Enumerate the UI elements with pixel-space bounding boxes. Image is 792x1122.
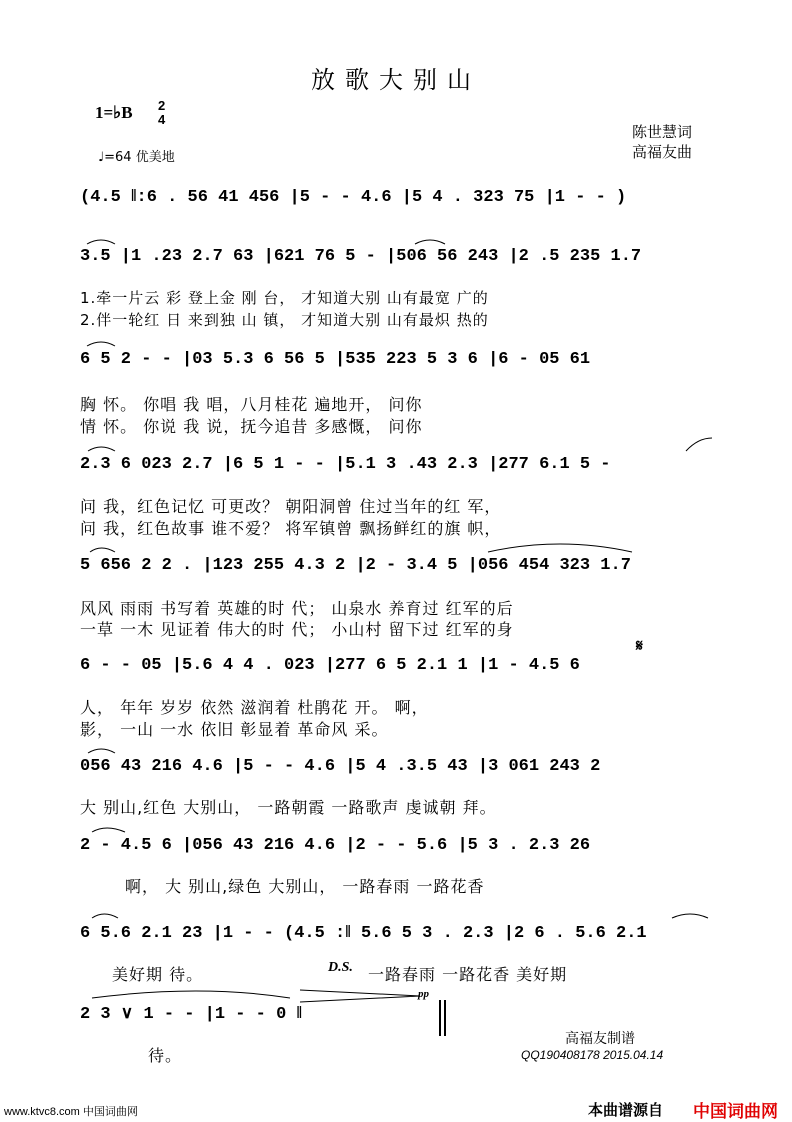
slur-5 bbox=[686, 438, 712, 451]
tempo-marking: ♩=64 优美地 bbox=[98, 150, 175, 165]
transcriber-credit: 高福友制谱 bbox=[565, 1031, 635, 1047]
staff-line-7: 056 43 216 4.6 |5 - - 4.6 |5 4 .3.5 43 |3 061 243 2 bbox=[80, 757, 601, 776]
slur-12 bbox=[92, 991, 290, 998]
staff-line-6: 6 - - 05 |5.6 4 4 . 023 |277 6 5 2.1 1 |1 - 4.5 6 bbox=[80, 656, 580, 675]
staff-line-1: (4.5 ‖:6 . 56 41 456 |5 - - 4.6 |5 4 . 323 75 |1 - - ) bbox=[80, 188, 627, 207]
slur-9 bbox=[92, 828, 125, 832]
staff-line-9: 6 5.6 2.1 23 |1 - - (4.5 :‖ 5.6 5 3 . 2.3 |2 6 . 5.6 2.1 bbox=[80, 924, 647, 943]
staff-line-5: 5 656 2 2 . |123 255 4.3 2 |2 - 3.4 5 |056 454 323 1.7 bbox=[80, 556, 631, 575]
pp-dynamic: pp bbox=[418, 988, 429, 1000]
lyric-verse2-line4: 一草 一木 见证着 伟大的时 代； 小山村 留下过 红军的身 bbox=[80, 620, 514, 639]
lyric-verse1-line3: 问 我，红色记忆 可更改？ 朝阳洞曾 住过当年的红 军， bbox=[80, 497, 502, 516]
lyric-verse1-line1: 1.牵一片云 彩 登上金 刚 台， 才知道大别 山有最宽 广的 bbox=[80, 289, 489, 307]
staff-line-4: 2.3 6 023 2.7 |6 5 1 - - |5.1 3 .43 2.3 |277 6.1 5 - bbox=[80, 455, 611, 474]
lyric-chorus-line2: 啊， 大 别山,绿色 大别山， 一路春雨 一路花香 bbox=[125, 877, 485, 896]
lyric-verse2-line3: 问 我，红色故事 谁不爱？ 将军镇曾 飘扬鲜红的旗 帜， bbox=[80, 519, 502, 538]
staff-line-8: 2 - 4.5 6 |056 43 216 4.6 |2 - - 5.6 |5 3 . 2.3 26 bbox=[80, 836, 591, 855]
staff-line-3: 6 5 2 - - |03 5.3 6 56 5 |535 223 5 3 6 |6 - 05 61 bbox=[80, 350, 591, 369]
lyric-verse2-line1: 2.伴一轮红 日 来到独 山 镇， 才知道大别 山有最炽 热的 bbox=[80, 311, 489, 329]
slur-4 bbox=[88, 447, 115, 451]
footer-site-link[interactable]: 中国词曲网 bbox=[693, 1102, 778, 1122]
segno-icon: 𝄋 bbox=[636, 636, 643, 655]
lyricist: 陈世慧词 bbox=[632, 123, 693, 141]
slur-6 bbox=[90, 548, 115, 552]
footer-source-label: 本曲谱源自 bbox=[588, 1101, 664, 1119]
slur-10 bbox=[92, 914, 118, 918]
time-top: 2 bbox=[158, 98, 166, 113]
staff-line-10: 2 3 ∨ 1 - - |1 - - 0 ‖ bbox=[80, 1005, 302, 1024]
lyric-verse1-line4: 风风 雨雨 书写着 英雄的时 代； 山泉水 养育过 红军的后 bbox=[80, 599, 514, 618]
page-title: 放歌大别山 bbox=[311, 66, 481, 94]
lyric-verse1-line5: 人， 年年 岁岁 依然 滋润着 杜鹃花 开。 啊， bbox=[80, 698, 429, 717]
slur-7 bbox=[488, 544, 632, 552]
slur-3 bbox=[87, 342, 115, 346]
key-signature: 1=♭B bbox=[95, 103, 133, 122]
lyric-chorus-line1: 大 别山,红色 大别山， 一路朝霞 一路歌声 虔诚朝 拜。 bbox=[80, 798, 497, 817]
lyric-verse2-line2: 情 怀。 你说 我 说，抚今追昔 多感慨， 问你 bbox=[80, 417, 423, 436]
staff-line-2: 3.5 |1 .23 2.7 63 |621 76 5 - |506 56 243 |2 .5 235 1.7 bbox=[80, 247, 642, 266]
footer-site-url[interactable]: www.ktvc8.com 中国词曲网 bbox=[4, 1106, 138, 1118]
time-bottom: 4 bbox=[158, 112, 166, 127]
slur-8 bbox=[88, 749, 115, 753]
lyric-verse2-line5: 影， 一山 一水 依旧 彰显着 革命风 采。 bbox=[80, 720, 389, 739]
qq-date: QQ190408178 2015.04.14 bbox=[521, 1048, 664, 1062]
lyric-ending: 待。 bbox=[148, 1046, 183, 1065]
slur-2 bbox=[415, 240, 445, 244]
composer: 高福友曲 bbox=[632, 143, 693, 161]
slur-1 bbox=[87, 240, 115, 244]
lyric-chorus-line4: 一路春雨 一路花香 美好期 bbox=[368, 965, 568, 984]
decrescendo-hairpin bbox=[300, 990, 420, 1002]
lyric-verse1-line2: 胸 怀。 你唱 我 唱，八月桂花 遍地开， 问你 bbox=[80, 395, 423, 414]
ds-marking: D.S. bbox=[328, 960, 353, 975]
lyric-chorus-line3: 美好期 待。 bbox=[112, 965, 204, 984]
slur-11 bbox=[672, 914, 708, 918]
